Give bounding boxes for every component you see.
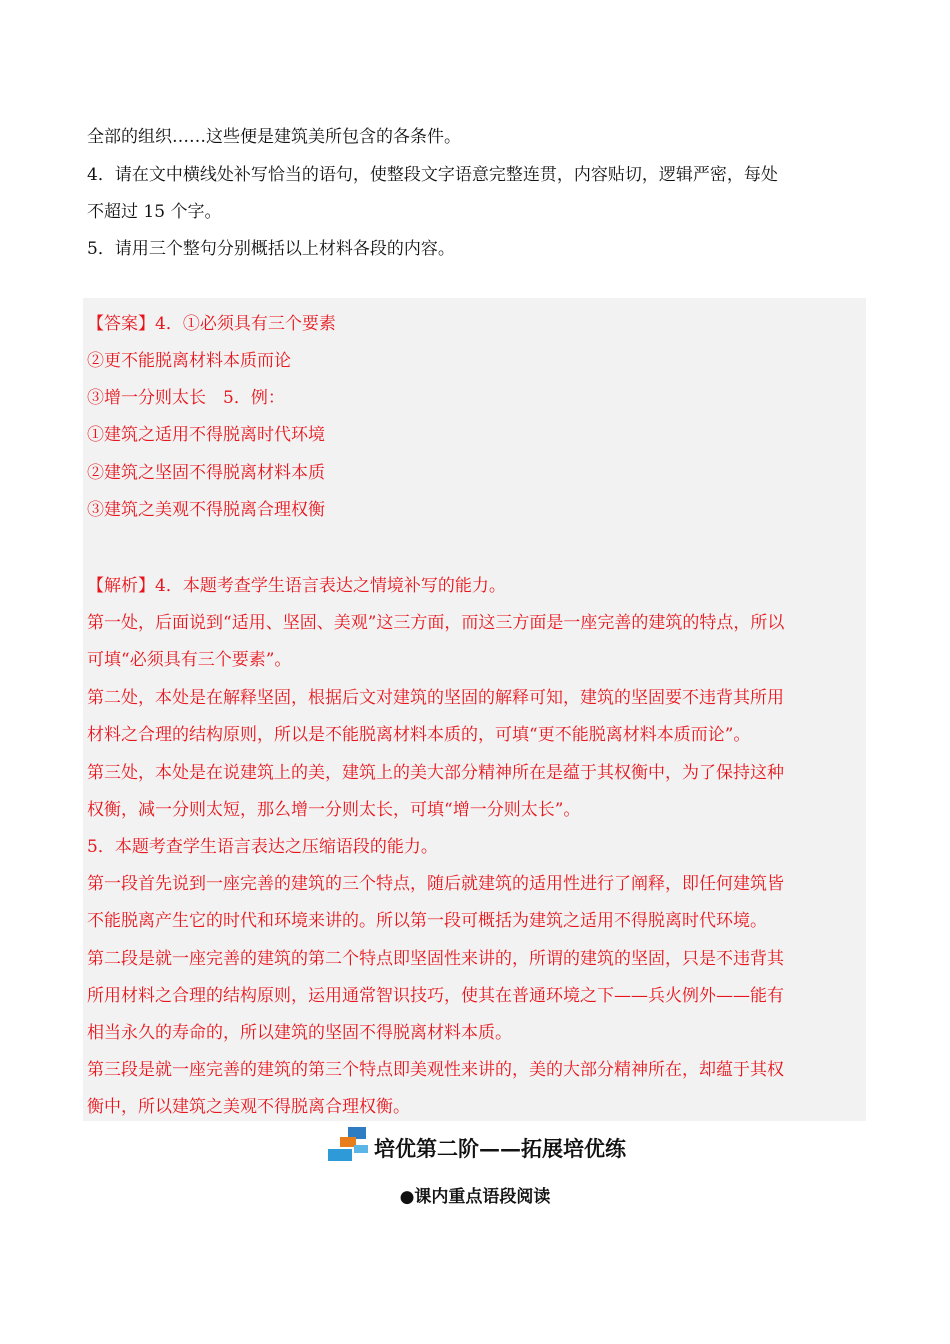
question-line: 不超过 15 个字。 bbox=[87, 202, 222, 222]
section-subheading: ●课内重点语段阅读 bbox=[399, 1187, 551, 1207]
analysis-line: 第三段是就一座完善的建筑的第三个特点即美观性来讲的，美的大部分精神所在，却蕴于其权 bbox=[87, 1060, 784, 1080]
analysis-line: 相当永久的寿命的，所以建筑的坚固不得脱离材料本质。 bbox=[87, 1023, 512, 1043]
section-heading-title: 培优第二阶——拓展培优练 bbox=[374, 1136, 626, 1161]
answer-line: 【答案】4．①必须具有三个要素 bbox=[87, 314, 336, 334]
analysis-line: 权衡，减一分则太短，那么增一分则太长，可填“增一分则太长”。 bbox=[87, 800, 581, 820]
analysis-line: 不能脱离产生它的时代和环境来讲的。所以第一段可概括为建筑之适用不得脱离时代环境。 bbox=[87, 911, 767, 931]
analysis-line: 第二处，本处是在解释坚固，根据后文对建筑的坚固的解释可知，建筑的坚固要不违背其所用 bbox=[87, 688, 784, 708]
answer-line: ②建筑之坚固不得脱离材料本质 bbox=[87, 463, 325, 483]
question-line: 全部的组织……这些便是建筑美所包含的各条件。 bbox=[87, 127, 461, 147]
analysis-line: 衡中，所以建筑之美观不得脱离合理权衡。 bbox=[87, 1097, 410, 1117]
analysis-line: 第三处，本处是在说建筑上的美，建筑上的美大部分精神所在是蕴于其权衡中，为了保持这种 bbox=[87, 763, 784, 783]
question-line: 5．请用三个整句分别概括以上材料各段的内容。 bbox=[87, 239, 455, 259]
answer-line: ③建筑之美观不得脱离合理权衡 bbox=[87, 500, 325, 520]
answer-line: ①建筑之适用不得脱离时代环境 bbox=[87, 425, 325, 445]
answer-line: ②更不能脱离材料本质而论 bbox=[87, 351, 291, 371]
analysis-line: 【解析】4．本题考查学生语言表达之情境补写的能力。 bbox=[87, 576, 506, 596]
analysis-line: 第二段是就一座完善的建筑的第二个特点即坚固性来讲的，所谓的建筑的坚固，只是不违背其 bbox=[87, 949, 784, 969]
analysis-line: 材料之合理的结构原则，所以是不能脱离材料本质的，可填“更不能脱离材料本质而论”。 bbox=[87, 725, 751, 745]
analysis-line: 所用材料之合理的结构原则，运用通常智识技巧，使其在普通环境之下——兵火例外——能有 bbox=[87, 986, 784, 1006]
stacked-blocks-icon bbox=[328, 1127, 370, 1161]
analysis-line: 第一处，后面说到“适用、坚固、美观”这三方面，而这三方面是一座完善的建筑的特点，所以 bbox=[87, 613, 785, 633]
analysis-line: 可填“必须具有三个要素”。 bbox=[87, 650, 292, 670]
analysis-line: 5．本题考查学生语言表达之压缩语段的能力。 bbox=[87, 837, 438, 857]
section-heading bbox=[328, 1127, 648, 1163]
answer-line: ③增一分则太长 5．例： bbox=[87, 388, 285, 408]
question-line: 4．请在文中横线处补写恰当的语句，使整段文字语意完整连贯，内容贴切，逻辑严密，每处 bbox=[87, 165, 778, 185]
analysis-line: 第一段首先说到一座完善的建筑的三个特点，随后就建筑的适用性进行了阐释，即任何建筑皆 bbox=[87, 874, 784, 894]
